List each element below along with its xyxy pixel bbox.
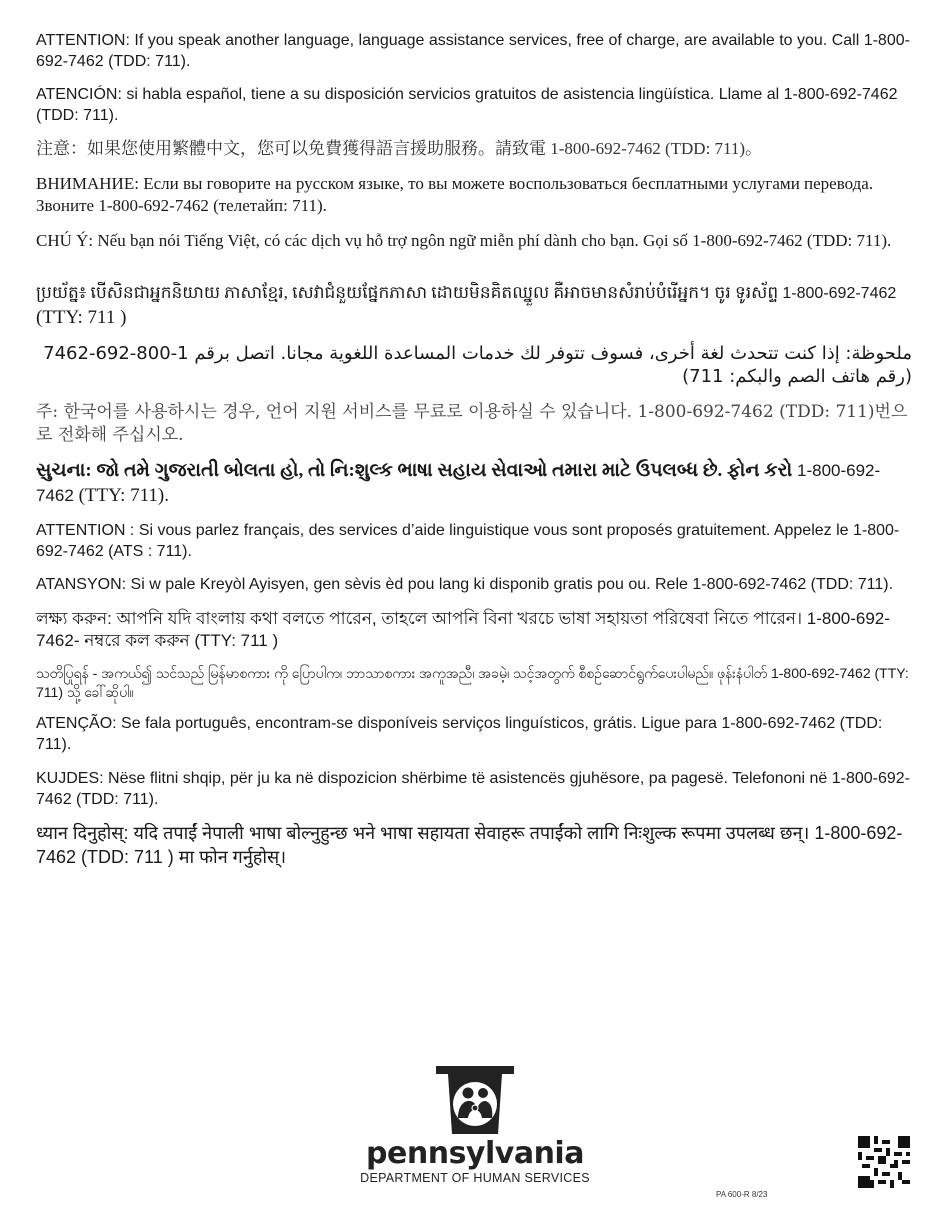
notice-arabic: ملحوظة: إذا كنت تتحدث لغة أخرى، فسوف تتوفر لك خدمات المساعدة اللغوية مجانا. اتصل برقم 1-800-692-7462 (رقم هاتف الصم والبكم: 711) [43, 342, 912, 388]
notice-nepali: ध्यान दिनुहोस्: यदि तपाईं नेपाली भाषा बोल्नुहुन्छ भने भाषा सहायता सेवाहरू तपाईंको लागि निःशुल्क रूपमा उपलब्ध छन्। 1-800-692-7462 (TDD: 711 ) मा फोन गर्नुहोस्। [36, 822, 903, 867]
org-name: pennsylvania [366, 1136, 584, 1171]
notice-khmer [36, 282, 912, 330]
notice-albanian: KUJDES: Nëse flitni shqip, për ju ka në dispozicion shërbime të asistencës gjuhësore, pa pagesë. Telefononi në 1-800-692-7462 (TDD: 711). [36, 769, 910, 808]
gujarati-phone: 1-800-692-7462 [36, 461, 881, 506]
language-assistance-notices [36, 30, 912, 881]
notice-haitian-creole: ATANSYON: Si w pale Kreyòl Ayisyen, gen sèvis èd pou lang ki disponib gratis pou ou. Rele 1-800-692-7462 (TDD: 711). [36, 576, 894, 594]
notice-russian: ВНИМАНИЕ: Если вы говорите на русском языке, то вы можете воспользоваться бесплатными услугами перевода. Звоните 1-800-692-7462 (телетайп: 711). [36, 173, 874, 216]
qr-code-icon [858, 1136, 910, 1188]
gujarati-text: સુચના: જો તમે ગુજરાતી બોલતા હો, તો નિ:શુલ્ક ભાષા સહાય સેવાઓ તમારા માટે ઉપલબ્ધ છે. ફોન કરો [36, 460, 793, 482]
notice-french: ATTENTION : Si vous parlez français, des services d’aide linguistique vous sont proposés gratuitement. Appelez le 1-800-692-7462 (ATS : 711). [36, 522, 900, 561]
notice-bengali: লক্ষ্য করুন: আপনি যদি বাংলায় কথা বলতে পারেন, তাহলে আপনি বিনা খরচে ভাষা সহায়তা পরিষেবা নিতে পারেন। 1-800-692-7462- নম্বরে কল করুন (TTY: 711 ) [36, 608, 890, 650]
pa-dhs-logo [350, 1062, 600, 1185]
notice-korean: 주: 한국어를 사용하시는 경우, 언어 지원 서비스를 무료로 이용하실 수 있습니다. 1-800-692-7462 (TDD: 711)번으로 전화해 주십시오. [36, 402, 908, 445]
gujarati-tty: (TTY: 711). [78, 485, 169, 507]
notice-chinese: 注意：如果您使用繁體中文，您可以免費獲得語言援助服務。請致電 1-800-692-7462 (TDD: 711)。 [36, 139, 763, 159]
notice-burmese: သတိပြုရန် - အကယ်၍ သင်သည် မြန်မာစကား ကို ပြောပါက၊ ဘာသာစကား အကူအညီ၊ အခမဲ့၊ သင့်အတွက် စီစဉ်ဆောင်ရွက်ပေးပါမည်။ ဖုန်းနံပါတ် 1-800-692-7462 (TTY: 711) သို့ ခေါ်ဆိုပါ။ [36, 665, 909, 700]
notice-spanish: ATENCIÓN: si habla español, tiene a su disposición servicios gratuitos de asistencia lingüística. Llame al 1-800-692-7462 (TDD: 711). [36, 86, 898, 125]
notice-gujarati [36, 458, 912, 508]
notice-portuguese: ATENÇÃO: Se fala português, encontram-se disponíveis serviços linguísticos, grátis. Ligue para 1-800-692-7462 (TDD: 711). [36, 715, 883, 754]
khmer-text: ប្រយ័ត្ន៖ បើសិនជាអ្នកនិយាយ ភាសាខ្មែរ, សេវាជំនួយផ្នែកភាសា ដោយមិនគិតឈ្នួល គឺអាចមានសំរាប់បំរើអ្នក។ ចូរ ទូរស័ព្ទ [36, 283, 779, 303]
notice-english: ATTENTION: If you speak another language, language assistance services, free of charge, are available to you. Call 1-800-692-7462 (TDD: 711). [36, 32, 910, 71]
org-department: DEPARTMENT OF HUMAN SERVICES [360, 1171, 590, 1185]
form-code: PA 600-R 8/23 [716, 1190, 768, 1199]
notice-vietnamese: CHÚ Ý: Nếu bạn nói Tiếng Việt, có các dịch vụ hỗ trợ ngôn ngữ miễn phí dành cho bạn. Gọi số 1-800-692-7462 (TDD: 711). [36, 230, 892, 250]
keystone-family-icon [432, 1062, 518, 1138]
khmer-tty: (TTY: 711 ) [36, 306, 127, 328]
khmer-phone: 1-800-692-7462 [782, 285, 897, 303]
